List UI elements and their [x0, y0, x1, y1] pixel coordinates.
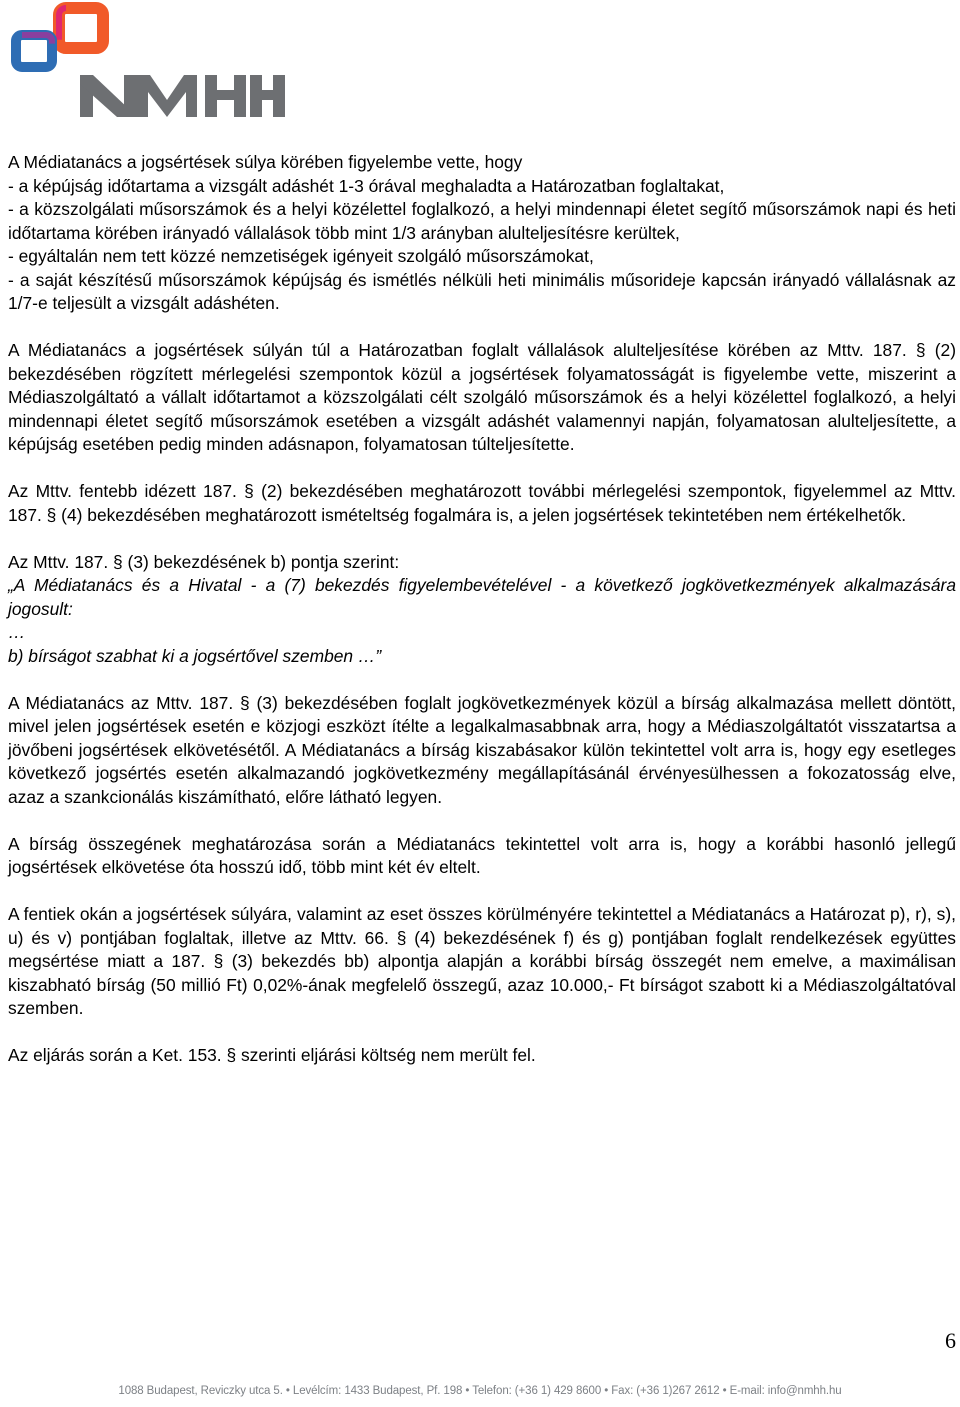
quote-text: „A Médiatanács és a Hivatal - a (7) bekezdés figyelembevételével - a következő jogkövetkezmények alkalmazására jogosult:	[8, 575, 956, 619]
logo-text: NMHH	[10, 2, 13, 3]
list-item: - egyáltalán nem tett közzé nemzetiségek igényeit szolgáló műsorszámokat,	[8, 246, 594, 266]
quote-text: b) bírságot szabhat ki a jogsértővel szemben …”	[8, 645, 382, 666]
paragraph-legal-quote	[8, 551, 956, 669]
paragraph-line: A Médiatanács a jogsértések súlya körében figyelembe vette, hogy	[8, 152, 523, 172]
document-body	[8, 151, 956, 1091]
nmhh-logo	[10, 2, 285, 120]
paragraph-fine-amount: A bírság összegének meghatározása során a Médiatanács tekintettel volt arra is, hogy a korábbi hasonló jellegű jogsértések elkövetése óta hosszú idő, több mint két év eltelt.	[8, 833, 956, 877]
logo-squares-icon	[16, 8, 103, 67]
quote-ellipsis: …	[8, 622, 26, 642]
footer-contact: 1088 Budapest, Reviczky utca 5. • Levélcím: 1433 Budapest, Pf. 198 • Telefon: (+36 1) 429 8600 • Fax: (+36 1)267 2612 • E-mail: info@nmhh.hu	[118, 1385, 842, 1397]
paragraph-further-criteria: Az Mttv. fentebb idézett 187. § (2) bekezdésében meghatározott további mérlegelési szempontok, figyelemmel az Mttv. 187. § (4) bekezdésében meghatározott ismételtség fogalmára is, a jelen jogsértések tekintetében nem értékelhetők.	[8, 481, 956, 525]
paragraph-severity	[8, 151, 956, 316]
list-item: - a képújság időtartama a vizsgált adáshét 1-3 órával meghaladta a Határozatban foglaltakat,	[8, 175, 725, 196]
list-item: - a saját készítésű műsorszámok képújság és ismétlés nélküli heti minimális műsorideje kapcsán irányadó vállalásnak az 1/7-e teljesült a vizsgált adáshéten.	[8, 269, 956, 313]
page-number: 6	[945, 1328, 956, 1353]
paragraph-costs: Az eljárás során a Ket. 153. § szerinti eljárási költség nem merült fel.	[8, 1045, 536, 1065]
logo-wordmark	[80, 75, 285, 117]
list-item: - a közszolgálati műsorszámok és a helyi közélettel foglalkozó, a helyi mindennapi életet segítő műsorszámok napi és heti időtartama körében irányadó vállalások több mint 1/3 arányban alulteljesítésre kerültek,	[8, 199, 956, 243]
quote-intro: Az Mttv. 187. § (3) bekezdésének b) pontja szerint:	[8, 551, 400, 572]
paragraph-continuity: A Médiatanács a jogsértések súlyán túl a Határozatban foglalt vállalások alulteljesítése körében az Mttv. 187. § (2) bekezdésében rögzített mérlegelési szempontok közül a jogsértések folyamatosságát is figyelembe vette, miszerint a Médiaszolgáltató a vállalt időtartamot a közszolgálati célt szolgáló műsorszámok és a helyi közélettel foglalkozó, a helyi mindennapi életet segítő műsorszámok esetében a vizsgált adáshét valamennyi napján, folyamatosan alulteljesítette, a képújság esetében pedig minden adásnapon, folyamatosan túlteljesítette.	[8, 340, 956, 454]
paragraph-fine-decision: A Médiatanács az Mttv. 187. § (3) bekezdésében foglalt jogkövetkezmények közül a bírság alkalmazása mellett döntött, mivel jelen jogsértések esetén e közjogi eszközt ítélte a legalkalmasabbnak arra, hogy a Médiaszolgáltatót visszatartsa a jövőbeni jogsértések elkövetésétől. A Médiatanács a bírság kiszabásakor külön tekintettel volt arra is, hogy egy esetleges következő jogsértés esetén alkalmazandó jogkövetkezmény megállapításánál érvényesülhessen a fokozatosság elve, azaz a szankcionálás kiszámítható, előre látható legyen.	[8, 692, 956, 807]
paragraph-conclusion: A fentiek okán a jogsértések súlyára, valamint az eset összes körülményére tekintettel a Médiatanács a Határozat p), r), s), u) és v) pontjában foglaltak, illetve az Mttv. 66. § (4) bekezdésének f) és g) pontjában foglalt rendelkezések együttes megsértése miatt a 187. § (3) bekezdés bb) alpontja alapján a korábbi bírság összegét nem emelve, a maximálisan kiszabható bírság (50 millió Ft) 0,02%-ának megfelelő összegű, azaz 10.000,- Ft bírságot szabott ki a Médiaszolgáltatóval szemben.	[8, 904, 956, 1018]
